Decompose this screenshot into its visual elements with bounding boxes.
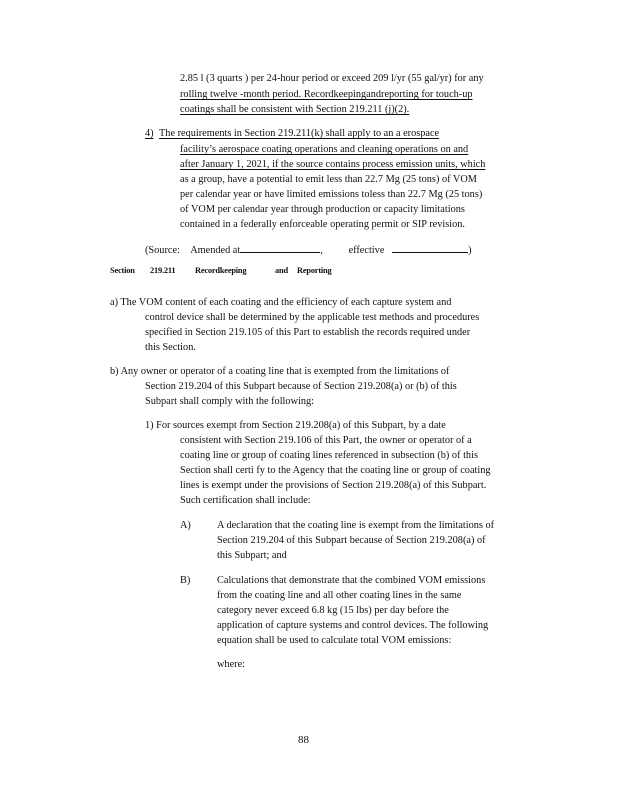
section-heading-label: Section: [110, 266, 135, 275]
item-b-where: where:: [217, 659, 246, 670]
item4-line-3: after January 1, 2021, if the source contains process emission units, which: [180, 159, 486, 170]
effective-blank: [392, 243, 468, 253]
source-line: [145, 243, 472, 257]
item4-label: 4): [145, 128, 154, 139]
item-a-line-3: this Subpart; and: [217, 550, 287, 561]
item4-line-6: of VOM per calendar year through production or capacity limitations: [180, 204, 465, 215]
item-b-line-4: application of capture systems and control devices. The following: [217, 620, 489, 631]
para-b-line-1: b) Any owner or operator of a coating line that is exempted from the limitations of: [110, 366, 450, 377]
item4-line-5: per calendar year or have limited emissions toless than 22.7 Mg (25 tons): [180, 189, 483, 200]
section-heading-title-2: Reporting: [297, 266, 332, 275]
para-a-line-1: a) The VOM content of each coating and the efficiency of each capture system and: [110, 297, 452, 308]
section-heading-number: 219.211: [150, 266, 176, 275]
item1-line-1: 1) For sources exempt from Section 219.208(a) of this Subpart, by a date: [145, 420, 446, 431]
item-b-line-1: Calculations that demonstrate that the combined VOM emissions: [217, 575, 486, 586]
item-b-label: B): [180, 575, 191, 586]
item-a-label: A): [180, 520, 191, 531]
item-b-line-3: category never exceed 6.8 kg (15 lbs) per day before the: [217, 605, 449, 616]
block1-line-1: 2.85 l (3 quarts ) per 24-hour period or exceed 209 l/yr (55 gal/yr) for any: [180, 73, 484, 84]
section-heading-title-1: Recordkeeping: [195, 266, 247, 275]
source-comma: ,: [320, 245, 323, 256]
item1-line-6: Such certification shall include:: [180, 495, 311, 506]
item-a-line-2: Section 219.204 of this Subpart because of Section 219.208(a) of: [217, 535, 486, 546]
item1-line-3: coating line or group of coating lines referenced in subsection (b) of this: [180, 450, 478, 461]
page-number: 88: [298, 734, 309, 746]
item1-line-5: lines is exempt under the provisions of Section 219.208(a) of this Subpart.: [180, 480, 487, 491]
source-effective: effective: [348, 245, 385, 256]
amended-blank: [240, 243, 320, 253]
para-a-line-2: control device shall be determined by the applicable test methods and procedures: [145, 312, 480, 323]
item4-line-1: [159, 128, 439, 140]
item1-line-4: Section shall certi fy to the Agency that the coating line or group of coating: [180, 465, 491, 476]
para-b-line-2: Section 219.204 of this Subpart because of Section 219.208(a) or (b) of this: [145, 381, 457, 392]
item4-line-2: facility’s aerospace coating operations and cleaning operations on and: [180, 144, 469, 155]
para-a-line-3: specified in Section 219.105 of this Part to establish the records required under: [145, 327, 471, 338]
item-a-line-1: A declaration that the coating line is exempt from the limitations of: [217, 520, 495, 531]
para-a-line-4: this Section.: [145, 342, 196, 353]
source-close: ): [468, 245, 472, 256]
source-open: (Source:: [145, 245, 180, 256]
item4-line-4: as a group, have a potential to emit less than 22.7 Mg (25 tons) of VOM: [180, 174, 477, 185]
source-amended: Amended at: [190, 245, 241, 256]
item-b-line-5: equation shall be used to calculate total VOM emissions:: [217, 635, 452, 646]
item-b-line-2: from the coating line and all other coating lines in the same: [217, 590, 462, 601]
item4-line-7: contained in a federally enforceable operating permit or SIP revision.: [180, 219, 465, 230]
item1-line-2: consistent with Section 219.106 of this Part, the owner or operator of a: [180, 435, 472, 446]
item4-line-1-text: The requirements in Section 219.211(k) shall apply to an a erospace: [159, 128, 440, 139]
para-b-line-3: Subpart shall comply with the following:: [145, 396, 315, 407]
section-heading-and: and: [275, 266, 288, 275]
block1-line-2: rolling twelve -month period. Recordkeepingandreporting for touch-up: [180, 89, 473, 100]
block1-line-3: coatings shall be consistent with Section 219.211 (j)(2).: [180, 104, 410, 115]
